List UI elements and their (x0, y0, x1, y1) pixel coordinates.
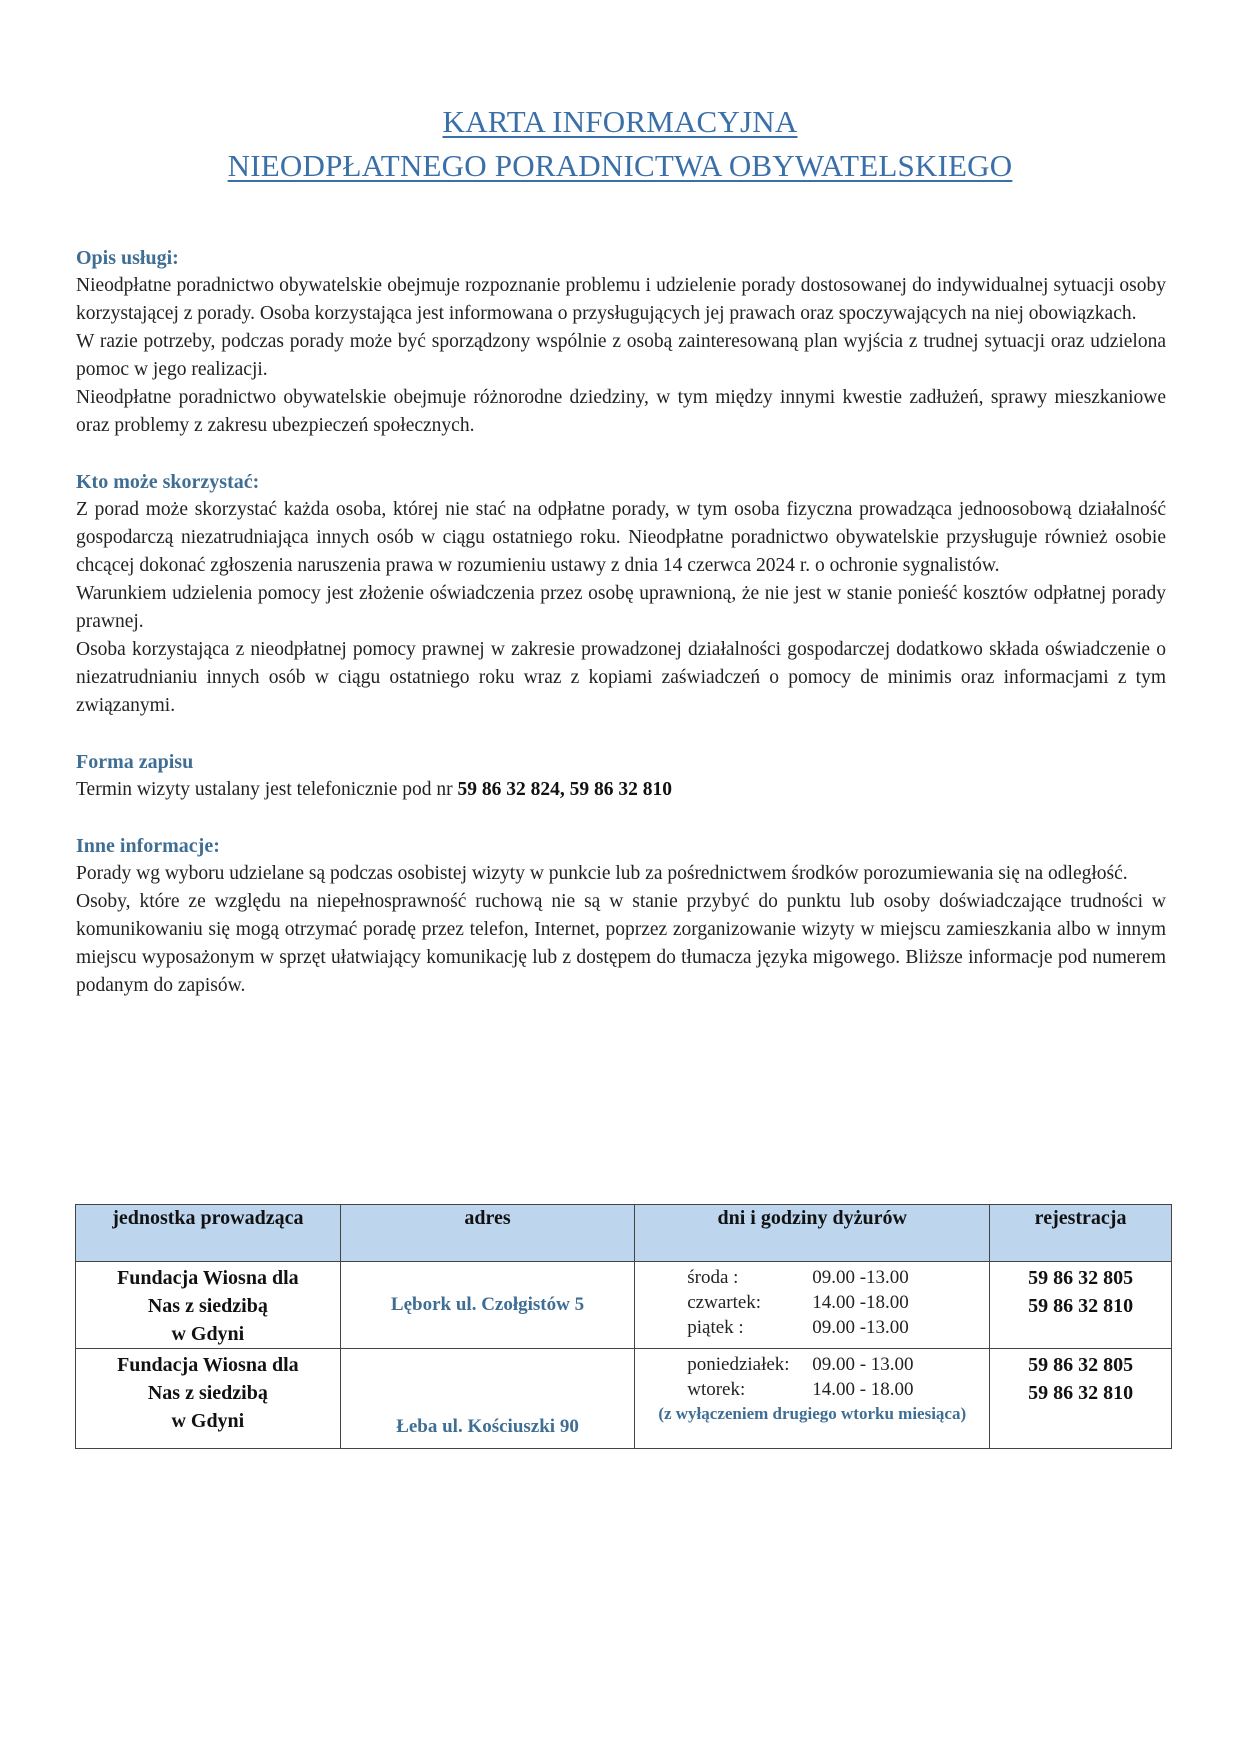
section-heading: Inne informacje: (76, 835, 220, 857)
address-cell: Lębork ul. Czołgistów 5 (340, 1262, 635, 1349)
document-title (0, 100, 1240, 188)
registration-cell (990, 1262, 1172, 1349)
hours-entry (635, 1265, 989, 1290)
phone-number: 59 86 32 805 (1028, 1354, 1134, 1376)
phone-number: 59 86 32 810 (1028, 1295, 1134, 1317)
section-opis (76, 244, 1166, 440)
paragraph: Nieodpłatne poradnictwo obywatelskie obejmuje rozpoznanie problemu i udzielenie porady dostosowanej do indywidualnej sytuacji osoby korzystającej z porady. Osoba korzystająca jest informowana o przysługujących jej prawach oraz spoczywających na niej obowiązkach. (76, 275, 1166, 324)
section-heading: Kto może skorzystać: (76, 471, 260, 493)
paragraph: Osoba korzystająca z nieodpłatnej pomocy prawnej w zakresie prowadzonej działalności gospodarczej dodatkowo składa oświadczenie o niezatrudnianiu innych osób w ciągu ostatniego roku wraz z kopiami zaświadczeń o pomocy de minimis oraz informacjami z tym związanymi. (76, 639, 1166, 716)
registration-text: Termin wizyty ustalany jest telefonicznie pod nr (76, 779, 458, 800)
section-heading: Opis usługi: (76, 247, 179, 269)
paragraph: Warunkiem udzielenia pomocy jest złożenie oświadczenia przez osobę uprawnioną, że nie jest w stanie ponieść kosztów odpłatnej porady prawnej. (76, 583, 1166, 632)
hours-entry (635, 1315, 989, 1340)
unit-cell (76, 1262, 341, 1349)
registration-cell (990, 1349, 1172, 1449)
document-body (76, 244, 1166, 1028)
time-range: 09.00 -13.00 (812, 1317, 909, 1338)
hours-entry (635, 1377, 989, 1402)
time-range: 09.00 -13.00 (812, 1267, 909, 1288)
hours-note: (z wyłączeniem drugiego wtorku miesiąca) (658, 1404, 967, 1423)
day-label: poniedziałek: (687, 1354, 790, 1375)
registration-phones: 59 86 32 824, 59 86 32 810 (457, 779, 672, 800)
title-line-1: KARTA INFORMACYJNA (442, 104, 798, 139)
hours-cell (635, 1262, 990, 1349)
duty-hours-table (75, 1204, 1172, 1449)
unit-cell (76, 1349, 341, 1449)
section-heading: Forma zapisu (76, 751, 194, 773)
hours-entry (635, 1352, 989, 1377)
unit-line: Fundacja Wiosna dla (117, 1267, 299, 1289)
column-header-unit: jednostka prowadząca (76, 1205, 341, 1262)
day-label: piątek : (687, 1317, 744, 1338)
unit-line: Fundacja Wiosna dla (117, 1354, 299, 1376)
section-forma (76, 748, 1166, 804)
hours-entry (635, 1290, 989, 1315)
paragraph: W razie potrzeby, podczas porady może być sporządzony wspólnie z osobą zainteresowaną plan wyjścia z trudnej sytuacji oraz udzielona pomoc w jego realizacji. (76, 331, 1166, 380)
unit-line: Nas z siedzibą (147, 1295, 268, 1317)
table-row (76, 1262, 1172, 1349)
phone-number: 59 86 32 810 (1028, 1382, 1134, 1404)
paragraph (76, 776, 1166, 804)
phone-number: 59 86 32 805 (1028, 1267, 1134, 1289)
hours-cell (635, 1349, 990, 1449)
section-kto (76, 468, 1166, 720)
column-header-registration: rejestracja (990, 1205, 1172, 1262)
time-range: 09.00 - 13.00 (812, 1354, 914, 1375)
paragraph: Nieodpłatne poradnictwo obywatelskie obejmuje różnorodne dziedziny, w tym między innymi kwestie zadłużeń, sprawy mieszkaniowe oraz problemy z zakresu ubezpieczeń społecznych. (76, 387, 1166, 436)
time-range: 14.00 - 18.00 (812, 1379, 914, 1400)
column-header-address: adres (340, 1205, 635, 1262)
day-label: czwartek: (687, 1292, 762, 1313)
section-inne (76, 832, 1166, 1000)
unit-line: Nas z siedzibą (147, 1382, 268, 1404)
time-range: 14.00 -18.00 (812, 1292, 909, 1313)
unit-line: w Gdyni (171, 1410, 245, 1432)
table-header-row (76, 1205, 1172, 1262)
paragraph: Osoby, które ze względu na niepełnosprawność ruchową nie są w stanie przybyć do punktu lub osoby doświadczające trudności w komunikowaniu się mogą otrzymać poradę przez telefon, Internet, poprzez zorganizowanie wizyty w miejscu zamieszkania albo w innym miejscu wyposażonym w sprzęt ułatwiający komunikację lub z dostępem do tłumacza języka migowego. Bliższe informacje pod numerem podanym do zapisów. (76, 891, 1166, 996)
table-row (76, 1349, 1172, 1449)
day-label: wtorek: (687, 1379, 746, 1400)
paragraph: Z porad może skorzystać każda osoba, której nie stać na odpłatne porady, w tym osoba fizyczna prowadząca jednoosobową działalność gospodarczą niezatrudniająca innych osób w ciągu ostatniego roku. Nieodpłatne poradnictwo obywatelskie przysługuje również osobie chcącej dokonać zgłoszenia naruszenia prawa w rozumieniu ustawy z dnia 14 czerwca 2024 r. o ochronie sygnalistów. (76, 499, 1166, 576)
address-cell: Łeba ul. Kościuszki 90 (340, 1349, 635, 1449)
paragraph: Porady wg wyboru udzielane są podczas osobistej wizyty w punkcie lub za pośrednictwem środków porozumiewania się na odległość. (76, 863, 1128, 884)
unit-line: w Gdyni (171, 1323, 245, 1345)
column-header-hours: dni i godziny dyżurów (635, 1205, 990, 1262)
title-line-2: NIEODPŁATNEGO PORADNICTWA OBYWATELSKIEGO (227, 148, 1013, 183)
day-label: środa : (687, 1267, 739, 1288)
